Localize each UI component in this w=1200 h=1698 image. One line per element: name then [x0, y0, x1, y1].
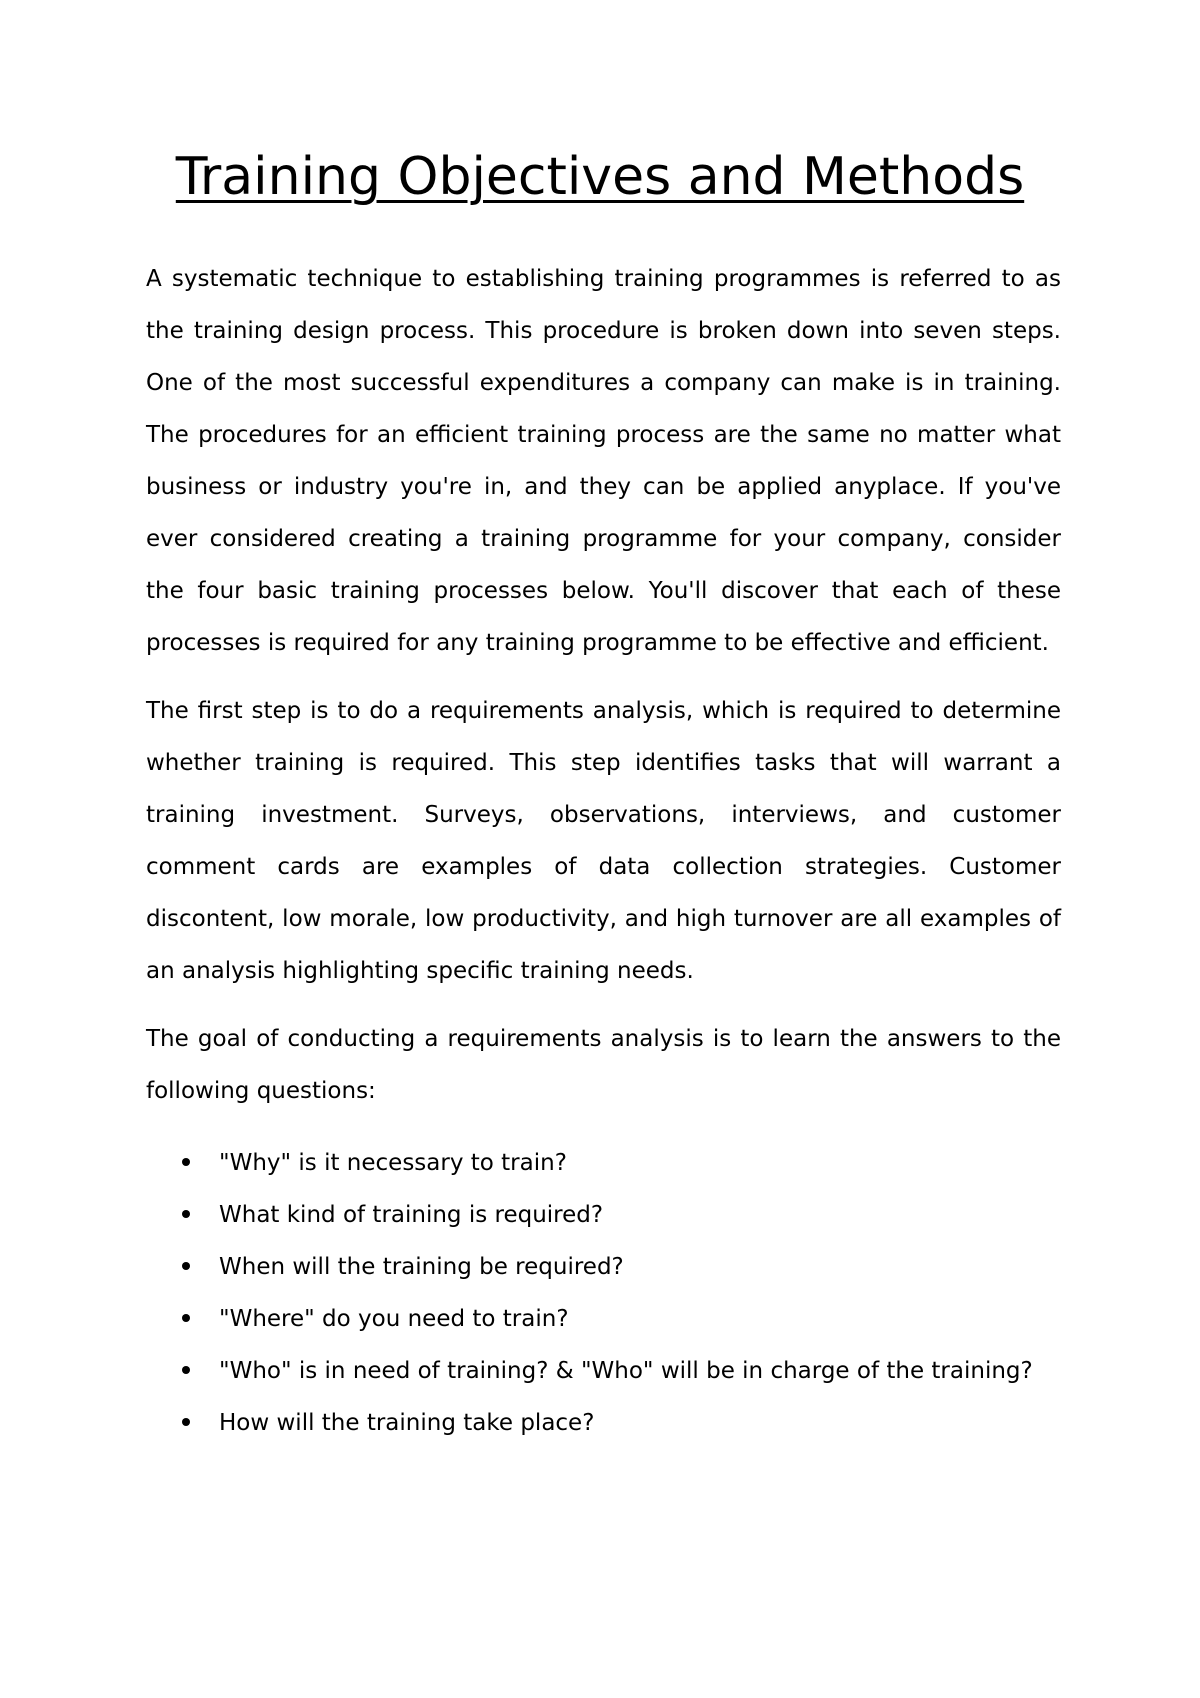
- bullet-icon: [182, 1366, 190, 1374]
- list-item: [146, 1137, 1061, 1189]
- list-item-text: "Why" is it necessary to train?: [219, 1150, 567, 1176]
- paragraph-goal: The goal of conducting a requirements analysis is to learn the answers to the following questions:: [146, 1026, 1061, 1104]
- paragraph-intro: A systematic technique to establishing training programmes is referred to as the training design process. This procedure is broken down into seven steps. One of the most successful expenditures a company can make is in training. The procedures for an efficient training process are the same no matter what business or industry you're in, and they can be applied anyplace. If you've ever considered creating a training programme for your company, consider the four basic training processes below. You'll discover that each of these processes is required for any training programme to be effective and efficient.: [146, 266, 1061, 656]
- list-item: [146, 1241, 1061, 1293]
- bullet-icon: [182, 1158, 190, 1166]
- list-item-text: "Who" is in need of training? & "Who" will be in charge of the training?: [219, 1358, 1033, 1384]
- list-item-text: "Where" do you need to train?: [219, 1306, 569, 1332]
- bullet-icon: [182, 1210, 190, 1218]
- questions-list: [146, 1137, 1061, 1449]
- page-title: Training Objectives and Methods: [175, 147, 1025, 207]
- bullet-icon: [182, 1314, 190, 1322]
- list-item-text: When will the training be required?: [219, 1254, 624, 1280]
- list-item-text: How will the training take place?: [219, 1410, 595, 1436]
- list-item: [146, 1397, 1061, 1449]
- list-item: [146, 1345, 1061, 1397]
- bullet-icon: [182, 1262, 190, 1270]
- list-item-text: What kind of training is required?: [219, 1202, 604, 1228]
- document-body: [146, 253, 1061, 1449]
- list-item: [146, 1293, 1061, 1345]
- paragraph-requirements-analysis: The first step is to do a requirements analysis, which is required to determine whether training is required. This step identifies tasks that will warrant a training investment. Surveys, observations, interviews, and customer comment cards are examples of data collection strategies. Customer discontent, low morale, low productivity, and high turnover are all examples of an analysis highlighting specific training needs.: [146, 698, 1061, 984]
- bullet-icon: [182, 1418, 190, 1426]
- list-item: [146, 1189, 1061, 1241]
